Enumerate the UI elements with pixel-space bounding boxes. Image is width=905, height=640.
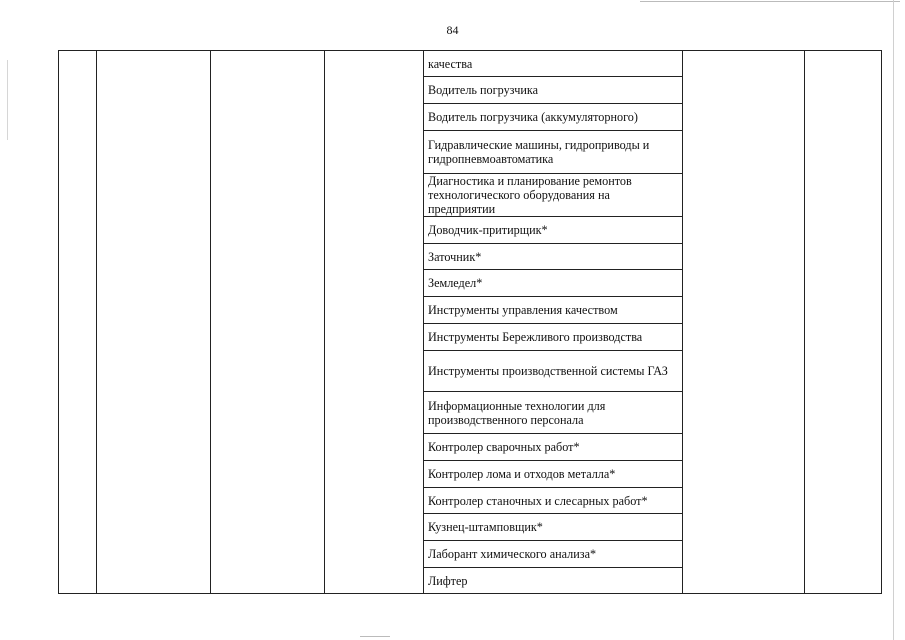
- course-name-cell: Гидравлические машины, гидроприводы и гидропневмоавтоматика: [424, 131, 683, 174]
- column-3-cell: [211, 51, 325, 594]
- course-name-cell: Водитель погрузчика: [424, 77, 683, 104]
- course-name-cell: Диагностика и планирование ремонтов технологического оборудования на предприятии: [424, 174, 683, 217]
- course-name-cell: Водитель погрузчика (аккумуляторного): [424, 104, 683, 131]
- course-name-cell: качества: [424, 51, 683, 77]
- column-2-cell: [97, 51, 211, 594]
- scan-mark: [893, 0, 894, 640]
- course-name-cell: Инструменты управления качеством: [424, 297, 683, 324]
- scan-mark: [360, 636, 390, 637]
- course-name-cell: Контролер лома и отходов металла*: [424, 461, 683, 488]
- column-4-cell: [325, 51, 424, 594]
- course-name-cell: Заточник*: [424, 244, 683, 270]
- course-name-cell: Лифтер: [424, 568, 683, 594]
- scan-mark: [640, 1, 900, 2]
- course-name-cell: Доводчик-притирщик*: [424, 217, 683, 244]
- course-name-cell: Кузнец-штамповщик*: [424, 514, 683, 541]
- course-name-cell: Информационные технологии для производственного персонала: [424, 392, 683, 434]
- column-6-cell: [683, 51, 805, 594]
- table-row: [59, 51, 882, 77]
- scan-mark: [7, 60, 8, 140]
- course-table: [58, 50, 882, 594]
- column-7-cell: [805, 51, 882, 594]
- course-name-cell: Контролер станочных и слесарных работ*: [424, 488, 683, 514]
- page-number: 84: [446, 23, 459, 37]
- course-name-cell: Контролер сварочных работ*: [424, 434, 683, 461]
- course-name-cell: Инструменты Бережливого производства: [424, 324, 683, 351]
- course-name-cell: Лаборант химического анализа*: [424, 541, 683, 568]
- course-name-cell: Инструменты производственной системы ГАЗ: [424, 351, 683, 392]
- column-1-cell: [59, 51, 97, 594]
- course-name-cell: Земледел*: [424, 270, 683, 297]
